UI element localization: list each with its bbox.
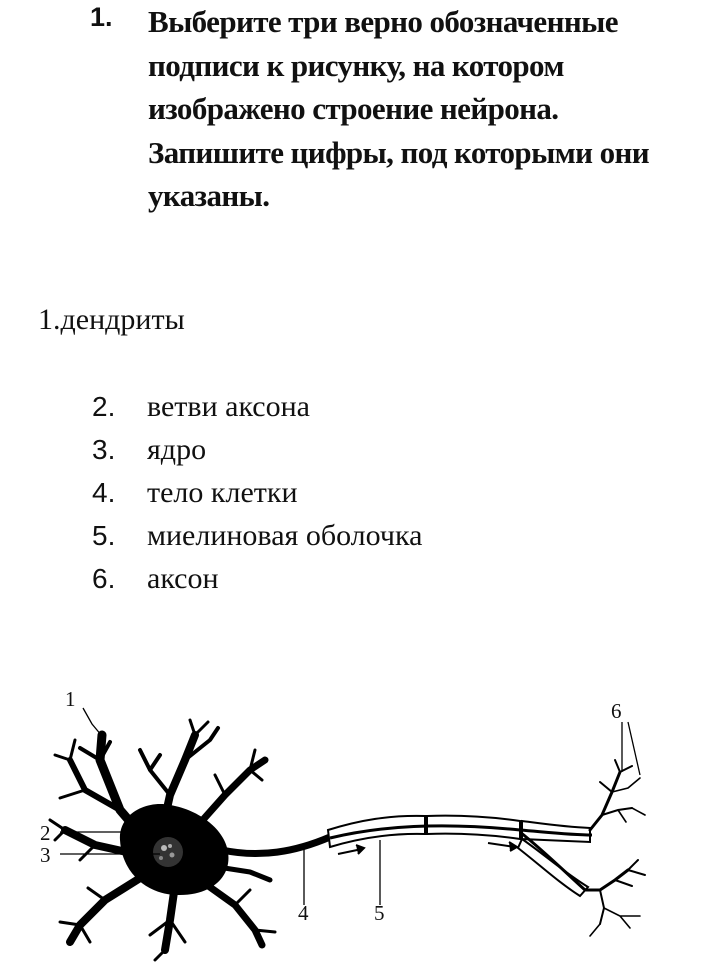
task-question: Выберите три верно обозначенные подписи к рисунку, на котором изображено строение нейрона. Запишите цифры, под которыми они указаны. (148, 4, 650, 213)
option-text: тело клетки (147, 476, 298, 509)
option-text: ветви аксона (147, 390, 310, 423)
option-text: миелиновая оболочка (147, 519, 423, 552)
nucleus (153, 837, 183, 867)
option-text: ядро (147, 433, 207, 466)
label-5: 5 (374, 901, 385, 925)
label-2: 2 (40, 821, 51, 845)
label-6: 6 (611, 699, 622, 723)
axon-terminals (586, 760, 645, 936)
axon-initial-segment (222, 837, 330, 854)
option-2 (92, 387, 422, 430)
option-3 (92, 430, 422, 473)
myelin-sheath (328, 816, 590, 896)
label-1: 1 (65, 687, 76, 711)
option-1: 1.дендриты (38, 303, 185, 336)
option-number: 2. (92, 391, 116, 422)
option-6 (92, 559, 422, 602)
option-5 (92, 516, 422, 559)
label-4: 4 (298, 901, 309, 925)
neuron-diagram (0, 680, 709, 964)
option-4 (92, 473, 422, 516)
impulse-arrows (338, 842, 517, 854)
option-number: 3. (92, 434, 116, 465)
option-number: 5. (92, 520, 116, 551)
option-number: 4. (92, 477, 116, 508)
option-text: аксон (147, 562, 219, 595)
option-number: 6. (92, 563, 116, 594)
options-list (92, 387, 422, 602)
label-3: 3 (40, 843, 51, 867)
task-number: 1. (90, 2, 113, 32)
